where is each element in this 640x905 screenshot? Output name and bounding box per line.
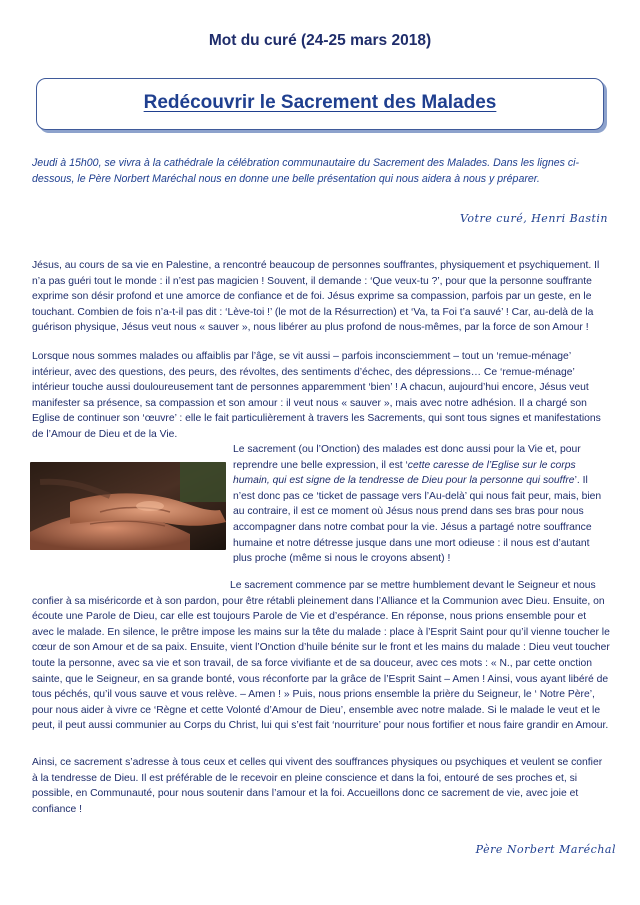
page-title: Mot du curé (24-25 mars 2018) bbox=[208, 32, 432, 49]
paragraph-3-part-b: ’. Il n’est donc pas ce ‘ticket de passage vers l’Au-delà’ qui nous fait peur, mais, bien au contraire, il est ce moment où Jésus nous prend dans ses bras pour nous accompagner dans notre combat pour la vie. Jésus a partagé notre souffrance humaine et notre détresse jusque dans une mort odieuse : il nous est d’autant plus proche (même si nous le croyons absent) ! bbox=[233, 475, 602, 565]
signature-pere: Père Norbert Maréchal bbox=[475, 843, 616, 856]
paragraph-3 bbox=[233, 442, 608, 567]
banner-title: Redécouvrir le Sacrement des Malades bbox=[143, 92, 497, 113]
title-banner bbox=[36, 78, 604, 130]
paragraph-4-text: Le sacrement commence par se mettre humblement devant le Seigneur et nous confier à sa miséricorde et à son pardon, pour être rétabli pleinement dans l’Alliance et la Communion avec Dieu. Ensuite, on écoute une Parole de Dieu, car elle est toujours Parole de Vie et d’espérance. En réponse, nous prions ensemble pour et avec le malade. En silence, le prêtre impose les mains sur la tête du malade : place à l’Esprit Saint pour qu’il vienne toucher le cœur de son Amour et de sa paix. Ensuite, vient l’Onction d’huile bénite sur le front et les mains du malade : Dieu veut toucher toute la personne, avec sa vie et son travail, de sa force vivifiante et de sa douceur, avec ces mots : « N., par cette onction sainte, que le Seigneur, en sa grande bonté, vous réconforte par la grâce de l’Esprit Saint – Amen ! Ainsi, vous ayant libéré de tous péchés, qu’il vous sauve et vous relève. – Amen ! » Puis, nous prions ensemble la prière du Seigneur, le ‘ Notre Père’, pour nous aider à vivre ce ‘Règne et cette Volonté d’Amour de Dieu’, ensemble avec notre malade. Si le malade le veut et le peut, il peut aussi communier au Corps du Christ, lui qui s’est fait ‘nourriture’ pour nous fortifier et nous faire grandir en Amour. bbox=[32, 580, 610, 732]
paragraph-3-part-a: Le sacrement (ou l’Onction) des malades est donc aussi pour la Vie et, pour reprendre une belle expression, il est ‘ bbox=[233, 444, 581, 471]
paragraph-1: Jésus, au cours de sa vie en Palestine, a rencontré beaucoup de personnes souffrantes, physiquement et psychiquement. Il n’a pas guéri tout le monde : il n’est pas magicien ! Souvent, il demande : ‘Que veux-tu ?’, pour que la personne souffrante exprime son désir profond et une amorce de confiance et de foi. Jésus exprime sa compassion, parfois par un geste, en le touchant. Combien de fois n’a-t-il pas dit : ‘Lève-toi !’ (le mot de la Résurrection) et ‘Va, ta Foi t’a sauvé’ ! Car, au-delà de la guérison physique, Jésus veut nous « sauver », nous libérer au plus profond de nous-mêmes, par la force de son Amour ! bbox=[32, 260, 600, 334]
hands-illustration bbox=[30, 462, 226, 550]
paragraph-3-quote: cette caresse de l’Eglise sur le corps humain, qui est signe de la tendresse de Dieu pour la personne qui souffre bbox=[233, 459, 576, 487]
paragraph-4 bbox=[32, 578, 610, 734]
intro-paragraph: Jeudi à 15h00, se vivra à la cathédrale la célébration communautaire du Sacrement des Malades. Dans les lignes ci-dessous, le Père Norbert Maréchal nous en donne une belle présentation qui nous aidera à nous y préparer. bbox=[32, 157, 580, 185]
paragraph-2: Lorsque nous sommes malades ou affaiblis par l’âge, se vit aussi – parfois inconsciemment – tout un ‘remue-ménage’ intérieur, avec des questions, des peurs, des révoltes, des sentiments d’échec, des dépressions… Ce ‘remue-ménage’ intérieur touche aussi douloureusement tant de personnes apparemment ‘bien’ ! A chacun, aujourd’hui encore, Jésus veut manifester sa présence, sa compassion et son amour : il veut nous « sauver », mais avec notre adhésion. Il a chargé son Eglise de continuer son ‘œuvre’ : elle le fait particulièrement à travers les Sacrements, qui sont tous signes et manifestations de l’Amour de Dieu et de la Vie. bbox=[32, 351, 601, 440]
signature-cure: Votre curé, Henri Bastin bbox=[459, 212, 608, 225]
hands-photo bbox=[30, 462, 226, 550]
paragraph-5: Ainsi, ce sacrement s’adresse à tous ceux et celles qui vivent des souffrances physiques ou psychiques et veulent se confier à la tendresse de Dieu. Il est préférable de le recevoir en pleine conscience et dans la foi, entouré de ses proches et, si possible, en Communauté, pour nous soutenir dans l’amour et la foi. Accueillons donc ce sacrement de vie, avec joie et confiance ! bbox=[32, 757, 603, 815]
